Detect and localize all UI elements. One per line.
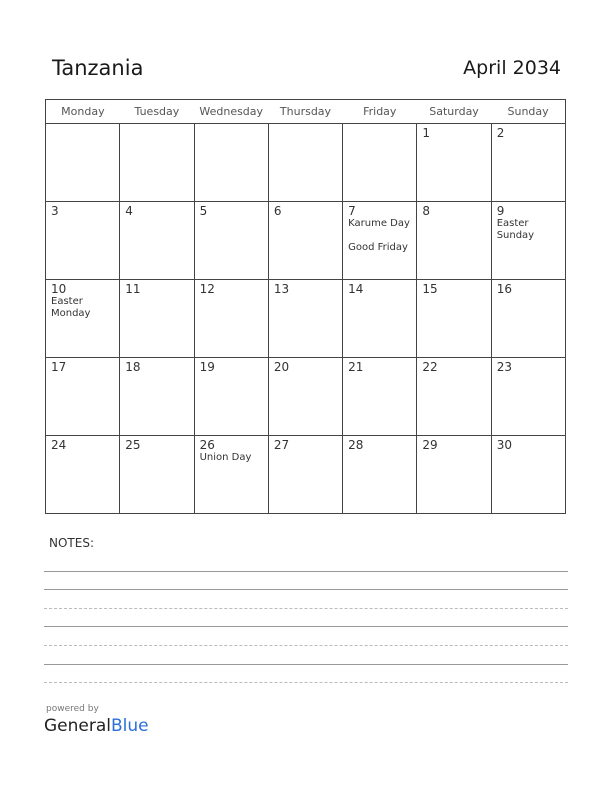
day-number: 29: [422, 438, 438, 452]
day-number: 1: [422, 126, 431, 140]
day-cell: [194, 280, 268, 358]
day-number: 3: [51, 204, 59, 218]
day-cell: [194, 124, 268, 202]
day-cell: [343, 202, 417, 280]
week-row: [46, 436, 566, 514]
day-cell: [268, 124, 342, 202]
powered-by-text: powered by: [46, 704, 99, 714]
day-cell: [343, 124, 417, 202]
weekday-thursday: Thursday: [268, 100, 342, 124]
day-number: 14: [348, 282, 364, 296]
notes-line: [44, 665, 568, 684]
notes-line: [44, 572, 568, 591]
weekday-monday: Monday: [46, 100, 120, 124]
day-cell: [46, 436, 120, 514]
day-number: 12: [199, 282, 215, 296]
day-cell: [417, 124, 491, 202]
day-number: 7: [348, 204, 356, 218]
day-cell: [491, 202, 565, 280]
day-cell: [46, 202, 120, 280]
day-cell: [417, 436, 491, 514]
day-cell: [120, 124, 194, 202]
day-cell: [417, 202, 491, 280]
day-cell: [120, 358, 194, 436]
month-title: April 2034: [463, 57, 561, 79]
week-row: [46, 358, 566, 436]
week-row: [46, 124, 566, 202]
day-number: 2: [496, 126, 505, 140]
notes-line: [44, 590, 568, 609]
day-cell: [120, 436, 194, 514]
day-number: 5: [199, 204, 208, 218]
day-number: 9: [496, 204, 505, 218]
country-title: Tanzania: [52, 56, 144, 80]
day-number: 28: [348, 438, 364, 452]
day-cell: [120, 202, 194, 280]
day-cell: [120, 280, 194, 358]
day-number: 24: [51, 438, 67, 452]
brand-logo[interactable]: [44, 716, 149, 736]
day-cell: [194, 358, 268, 436]
day-cell: [46, 280, 120, 358]
weekday-saturday: Saturday: [417, 100, 491, 124]
day-number: 4: [125, 204, 133, 218]
notes-lines: [44, 553, 568, 683]
day-cell: [491, 358, 565, 436]
brand-general: General: [44, 716, 111, 736]
day-cell: [343, 436, 417, 514]
day-cell: [46, 358, 120, 436]
day-number: 23: [496, 360, 512, 374]
day-cell: [268, 280, 342, 358]
day-number: 30: [496, 438, 512, 452]
holiday-event: Union Day: [199, 452, 252, 463]
day-cell: [268, 202, 342, 280]
day-cell: [491, 436, 565, 514]
day-number: 17: [51, 360, 67, 374]
day-number: 25: [125, 438, 141, 452]
calendar-grid: [45, 99, 566, 514]
day-cell: [491, 124, 565, 202]
weekday-wednesday: Wednesday: [194, 100, 268, 124]
day-cell: [417, 358, 491, 436]
day-number: 22: [422, 360, 438, 374]
weekday-header-row: [46, 100, 566, 124]
week-row: [46, 280, 566, 358]
weekday-tuesday: Tuesday: [120, 100, 194, 124]
day-number: 27: [273, 438, 290, 452]
holiday-event: Karume Day: [348, 218, 410, 229]
week-row: [46, 202, 566, 280]
day-number: 6: [273, 204, 282, 218]
notes-line: [44, 553, 568, 572]
day-cell: [417, 280, 491, 358]
day-number: 11: [125, 282, 141, 296]
notes-line: [44, 646, 568, 665]
day-number: 15: [422, 282, 438, 296]
day-cell: [491, 280, 565, 358]
day-cell: [343, 280, 417, 358]
day-number: 13: [273, 282, 290, 296]
notes-line: [44, 609, 568, 628]
weekday-sunday: Sunday: [491, 100, 565, 124]
day-cell: [268, 436, 342, 514]
holiday-event: Good Friday: [348, 242, 408, 253]
day-number: 19: [199, 360, 215, 374]
day-cell: [343, 358, 417, 436]
day-cell: [194, 202, 268, 280]
weekday-friday: Friday: [343, 100, 417, 124]
day-number: 26: [199, 438, 215, 452]
day-number: 10: [51, 282, 67, 296]
holiday-event: Easter Monday: [51, 296, 91, 319]
notes-label: NOTES:: [49, 536, 94, 550]
day-number: 18: [125, 360, 141, 374]
day-number: 20: [273, 360, 290, 374]
day-number: 8: [422, 204, 431, 218]
day-cell: [194, 436, 268, 514]
day-cell: [46, 124, 120, 202]
day-number: 21: [348, 360, 364, 374]
day-number: 16: [496, 282, 512, 296]
holiday-event: Easter Sunday: [496, 218, 535, 241]
day-cell: [268, 358, 342, 436]
brand-blue: Blue: [111, 716, 149, 736]
notes-line: [44, 627, 568, 646]
